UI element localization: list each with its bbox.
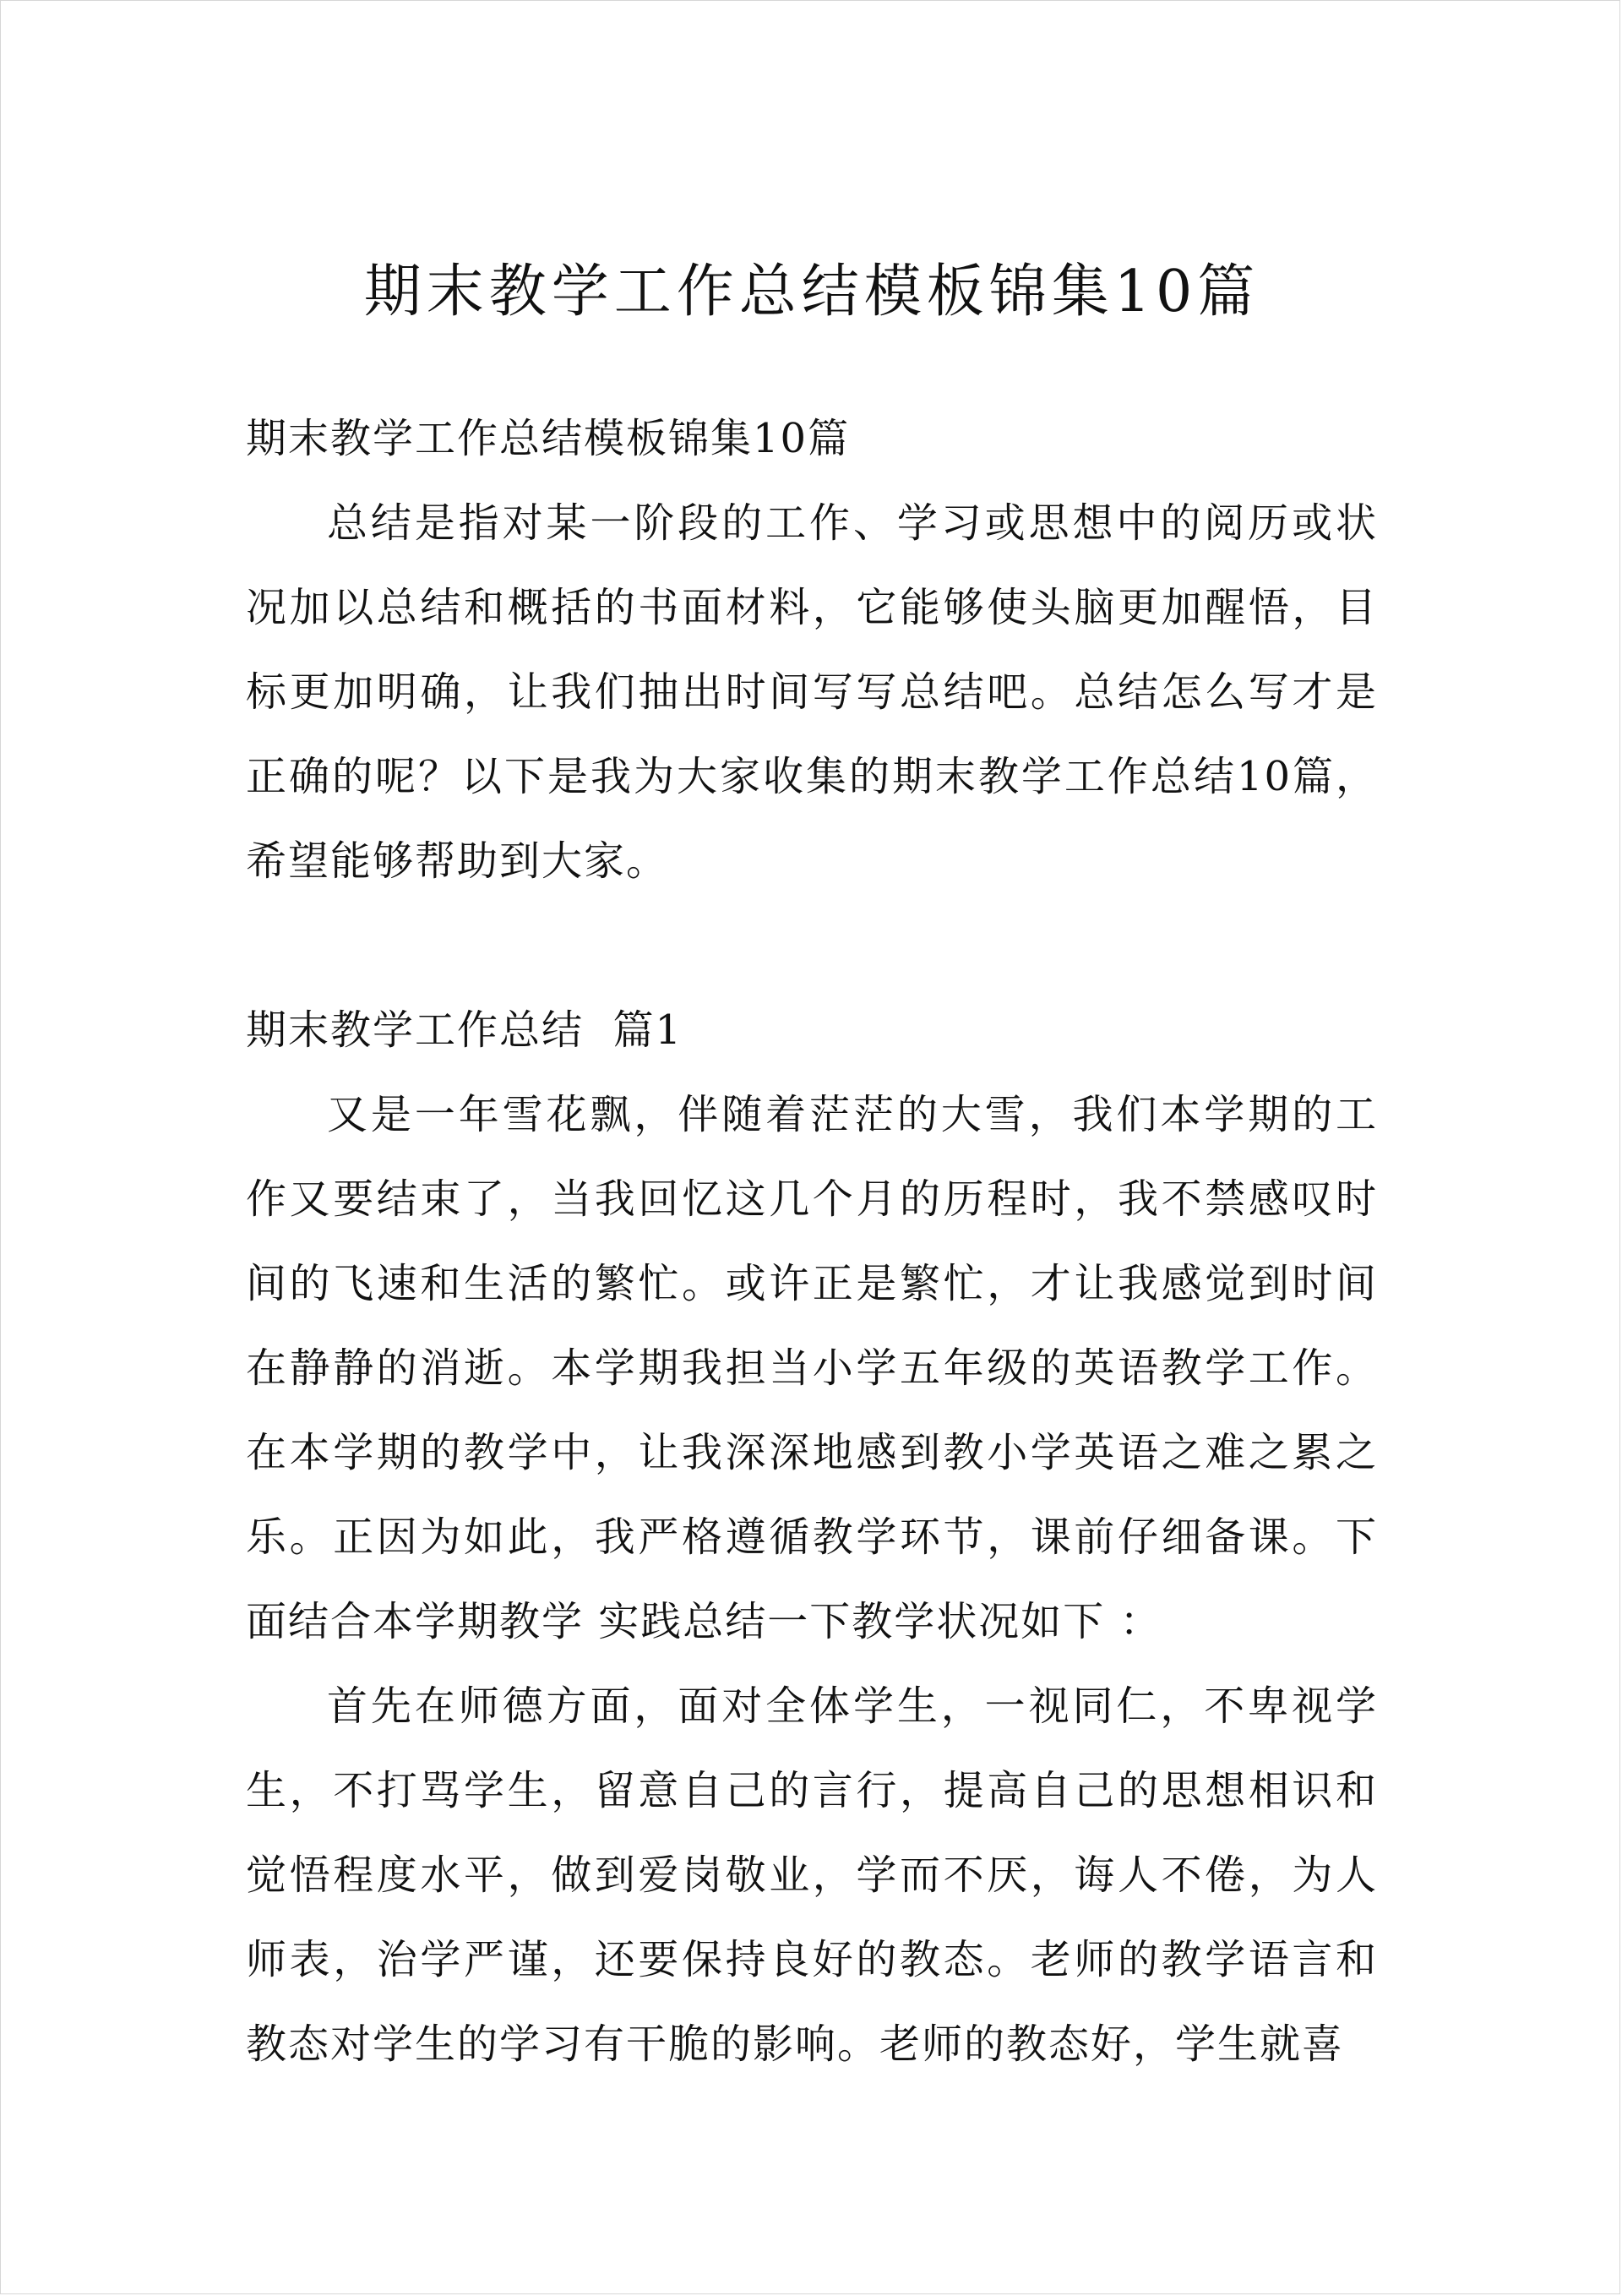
body-paragraph: 又是一年雪花飘，伴随着茫茫的大雪，我们本学期的工作又要结束了，当我回忆这几个月的历程时，我不禁感叹时间的飞速和生活的繁忙。或许正是繁忙，才让我感觉到时间在静静的消逝。本学期我担当小学五年级的英语教学工作。在本学期的教学中，让我深深地感到教小学英语之难之累之乐。正因为如此，我严格遵循教学环节，课前仔细备课。下面结合本学期教学 实践总结一下教学状况如下 ：	[246, 1091, 1378, 1645]
document-title: 期末教学工作总结模板锦集10篇	[363, 259, 1260, 325]
body-paragraph: 首先在师德方面，面对全体学生，一视同仁，不卑视学生，不打骂学生，留意自己的言行，提高自己的思想相识和觉悟程度水平，做到爱岗敬业，学而不厌，诲人不倦，为人师表，治学严谨，还要保持良好的教态。老师的教学语言和教态对学生的学习有干脆的影响。老师的教态好，学生就喜	[246, 1682, 1378, 2068]
document-body	[246, 396, 1378, 2086]
section-heading: 期末教学工作总结 篇1	[246, 1006, 683, 1054]
intro-paragraph: 总结是指对某一阶段的工作、学习或思想中的阅历或状况加以总结和概括的书面材料，它能够使头脑更加醒悟，目标更加明确，让我们抽出时间写写总结吧。总结怎么写才是正确的呢？以下是我为大家收集的期末教学工作总结10篇，希望能够帮助到大家。	[246, 499, 1378, 885]
section-gap	[246, 903, 1378, 988]
document-subtitle: 期末教学工作总结模板锦集10篇	[246, 415, 851, 462]
